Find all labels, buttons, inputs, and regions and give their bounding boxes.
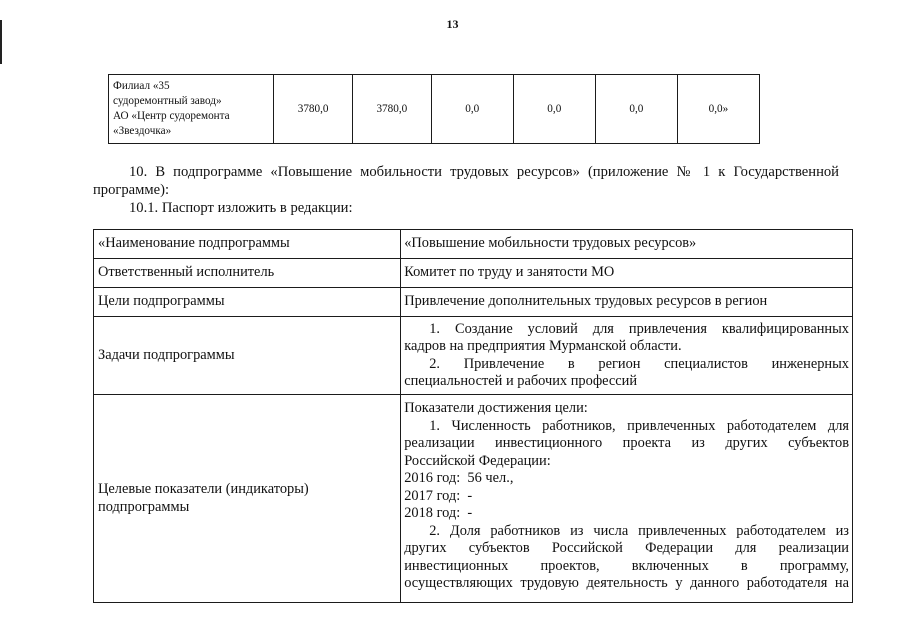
indicators-value bbox=[401, 395, 853, 603]
funding-value-cell: 0,0 bbox=[595, 75, 677, 144]
goals-label: Цели подпрограммы bbox=[94, 288, 401, 317]
name-label: «Наименование подпрограммы bbox=[94, 230, 401, 259]
page-number: 13 bbox=[446, 17, 459, 31]
table-row bbox=[94, 317, 853, 395]
funding-value-cell: 0,0» bbox=[677, 75, 759, 144]
indicators-label-line-1: Целевые показатели (индикаторы) bbox=[98, 481, 309, 497]
task-1-line-1: 1. Создание условий для привлечения квалифицированных bbox=[429, 320, 849, 337]
funding-value-cell: 3780,0 bbox=[352, 75, 431, 144]
funding-value-cell: 0,0 bbox=[431, 75, 513, 144]
branch-name-line: судоремонтный завод» bbox=[113, 95, 222, 107]
indicator-2-line-2: других субъектов Российской Федерации для реализации bbox=[404, 540, 849, 556]
table-row bbox=[94, 230, 853, 259]
funding-value-cell: 0,0 bbox=[513, 75, 595, 144]
branch-name-line: «Звездочка» bbox=[113, 125, 172, 137]
name-value: «Повышение мобильности трудовых ресурсов» bbox=[401, 230, 853, 259]
indicator-1-line-1: 1. Численность работников, привлеченных работодателем для bbox=[429, 417, 849, 434]
indicator-1-line-2: реализации инвестиционного проекта из других субъектов bbox=[404, 435, 849, 451]
indicators-label-line-2: подпрограммы bbox=[98, 498, 190, 515]
goals-value: Привлечение дополнительных трудовых ресурсов в регион bbox=[401, 288, 853, 317]
branch-name-line: АО «Центр судоремонта bbox=[113, 110, 230, 122]
indicators-label bbox=[94, 395, 401, 603]
indicator-year-2017: 2017 год: - bbox=[404, 487, 473, 504]
table-row bbox=[94, 395, 853, 603]
indicator-2-line-1: 2. Доля работников из числа привлеченных работодателем из bbox=[429, 522, 849, 539]
indicator-year-2018: 2018 год: - bbox=[404, 505, 473, 521]
indicator-1-line-3: Российской Федерации: bbox=[404, 452, 551, 469]
passport-table bbox=[93, 229, 853, 603]
task-1-line-2: кадров на предприятия Мурманской области. bbox=[404, 338, 682, 354]
executor-value: Комитет по труду и занятости МО bbox=[401, 259, 853, 288]
indicators-heading: Показатели достижения цели: bbox=[404, 400, 588, 416]
task-2-line-1: 2. Привлечение в регион специалистов инженерных bbox=[429, 355, 849, 372]
indicator-year-2016: 2016 год: 56 чел., bbox=[404, 470, 514, 486]
table-row bbox=[94, 288, 853, 317]
tasks-label: Задачи подпрограммы bbox=[94, 317, 401, 395]
paragraph-10: 10. В подпрограмме «Повышение мобильности трудовых ресурсов» (приложение № 1 к Государственной программе): bbox=[93, 164, 839, 198]
table-row bbox=[94, 259, 853, 288]
branch-name-line: Филиал «35 bbox=[113, 80, 170, 92]
executor-label: Ответственный исполнитель bbox=[94, 259, 401, 288]
funding-value-cell: 3780,0 bbox=[274, 75, 353, 144]
paragraph-10-1: 10.1. Паспорт изложить в редакции: bbox=[129, 200, 353, 216]
indicator-2-line-3: инвестиционных проектов, включенных в программу, bbox=[404, 557, 849, 574]
indicator-2-line-4: осуществляющих трудовую деятельность у данного работодателя на bbox=[404, 575, 849, 591]
table-row bbox=[109, 75, 760, 144]
task-2-line-2: специальностей и рабочих профессий bbox=[404, 373, 638, 389]
funding-table bbox=[108, 74, 760, 144]
tasks-value bbox=[401, 317, 853, 395]
branch-name-cell bbox=[109, 75, 274, 144]
